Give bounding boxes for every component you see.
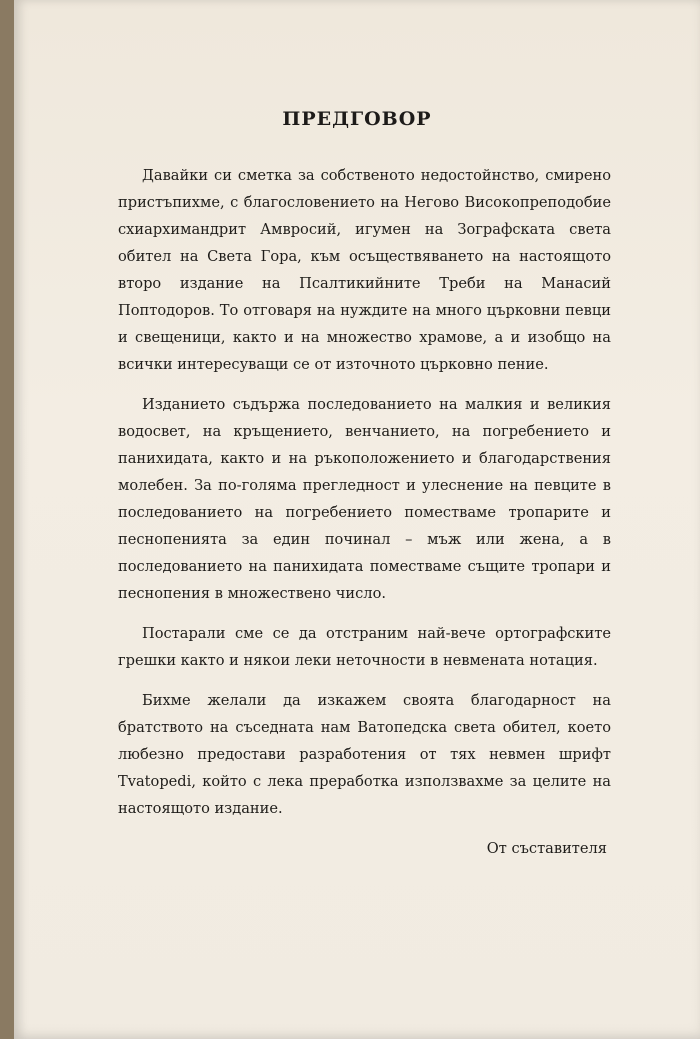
- paragraph-1: Давайки си сметка за собственото недостойнство, смирено пристъпихме, с благословението на Негово Високопреподобие схиархимандрит Амвросий, игумен на Зографската света обител на Света Гора, към осъществяването на настоящото второ издание на Псалтикийните Треби на Манасий Поптодоров. То отговаря на нуждите на много църковни певци и свещеници, както и на множество храмове, а и изобщо на всички интересуващи се от източното църковно пение.: [118, 167, 611, 373]
- page-title: ПРЕДГОВОР: [282, 108, 432, 130]
- signature: От съставителя: [486, 840, 607, 857]
- paragraph-3: Постарали сме се да отстраним най-вече ортографските грешки както и някои леки неточности в невмената нотация.: [118, 625, 611, 669]
- book-page: [14, 0, 700, 1039]
- preface-body: [118, 162, 611, 862]
- paragraph-2: Изданието съдържа последованието на малкия и великия водосвет, на кръщението, венчанието, на погребението и панихидата, както и на ръкоположението и благодарствения молебен. За по-голяма прегледност и улеснение на певците в последованието на погребението поместваме тропарите и песнопенията за един починал – мъж или жена, а в последованието на панихидата поместваме същите тропари и песнопения в множествено число.: [118, 396, 611, 602]
- paragraph-4: Бихме желали да изкажем своята благодарност на братството на съседната нам Ватопедска света обител, което любезно предостави разработения от тях невмен шрифт Tvatopedi, който с лека преработка използвахме за целите на настоящото издание.: [118, 692, 611, 817]
